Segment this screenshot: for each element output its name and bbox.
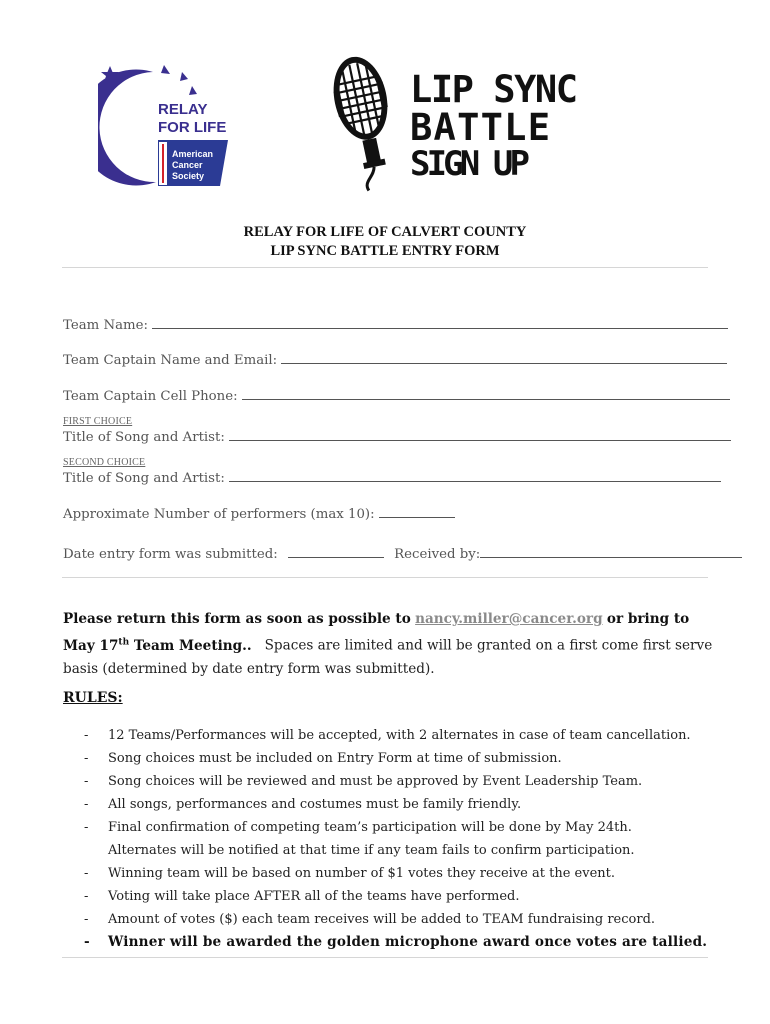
lip-sync-battle-logo [318, 50, 583, 195]
list-item: - Voting will take place AFTER all of the teams have performed. [84, 889, 520, 904]
first-choice-label: FIRST CHOICE [63, 416, 133, 427]
battle-title: BATTLE [410, 106, 550, 149]
team-name-field[interactable] [63, 316, 728, 333]
notice-bold-1: Please return this form as soon as possible to [63, 611, 411, 627]
rules-list [84, 724, 724, 954]
sign-up-title: SIGN UP [410, 144, 530, 184]
song-artist-1-field[interactable] [63, 428, 731, 445]
divider [62, 957, 708, 958]
list-item: Alternates will be notified at that time if any team fails to confirm participation. [108, 843, 635, 858]
second-choice-label: SECOND CHOICE [63, 457, 146, 468]
list-item: - Song choices will be reviewed and must be approved by Event Leadership Team. [84, 774, 643, 789]
acs-text-3: Society [172, 171, 205, 181]
captain-name-email-line[interactable] [281, 351, 727, 364]
captain-cell-field[interactable] [63, 387, 730, 404]
triangle-icon [161, 65, 170, 74]
relay-for-life-logo [98, 62, 238, 192]
list-item: - Amount of votes ($) each team receives will be added to TEAM fundraising record. [84, 912, 656, 927]
list-item: - 12 Teams/Performances will be accepted, with 2 alternates in case of team cancellation. [84, 728, 691, 743]
notice-bold-2: or bring to [606, 611, 690, 627]
song-artist-1-label: Title of Song and Artist: [63, 430, 225, 445]
captain-name-email-label: Team Captain Name and Email: [63, 353, 278, 368]
divider [62, 577, 708, 578]
date-submitted-line[interactable] [288, 545, 384, 558]
list-item: - Winning team will be based on number of $1 votes they receive at the event. [84, 866, 615, 881]
song-artist-2-field[interactable] [63, 469, 721, 486]
divider [62, 267, 708, 268]
title-line-2: LIP SYNC BATTLE ENTRY FORM [270, 243, 500, 259]
performers-label: Approximate Number of performers (max 10): [63, 507, 375, 522]
performers-line[interactable] [379, 505, 455, 518]
captain-cell-line[interactable] [242, 387, 730, 400]
return-notice [63, 608, 713, 681]
crescent-moon-icon [98, 70, 156, 186]
microphone-icon [326, 52, 405, 194]
title-line-1: RELAY FOR LIFE OF CALVERT COUNTY [243, 224, 527, 240]
triangle-icon [189, 86, 197, 95]
acs-text-1: American [172, 149, 214, 159]
received-by-line[interactable] [480, 545, 742, 558]
list-item: - Final confirmation of competing team’s participation will be done by May 24th. [84, 820, 632, 835]
for-life-text: FOR LIFE [158, 119, 227, 136]
performers-field[interactable] [63, 505, 455, 522]
relay-text: RELAY [158, 101, 208, 118]
captain-name-email-field[interactable] [63, 351, 727, 368]
contact-email-link[interactable]: nancy.miller@cancer.org [415, 611, 603, 627]
captain-cell-label: Team Captain Cell Phone: [63, 389, 238, 404]
team-name-line[interactable] [152, 316, 728, 329]
date-submitted-label: Date entry form was submitted: [63, 547, 278, 562]
triangle-icon [180, 72, 188, 81]
list-item: - Winner will be awarded the golden microphone award once votes are tallied. [84, 934, 708, 950]
song-artist-2-label: Title of Song and Artist: [63, 471, 225, 486]
notice-bold-3: May 17th Team Meeting.. [63, 637, 252, 654]
list-item: - Song choices must be included on Entry Form at time of submission. [84, 751, 562, 766]
form-title [62, 223, 708, 261]
rules-heading: RULES: [63, 690, 123, 706]
song-artist-1-line[interactable] [229, 428, 731, 441]
acs-text-2: Cancer [172, 160, 203, 170]
list-item: - All songs, performances and costumes must be family friendly. [84, 797, 522, 812]
submission-row [63, 545, 742, 562]
received-by-label: Received by: [394, 547, 481, 562]
team-name-label: Team Name: [63, 318, 148, 333]
lip-sync-title: LIP SYNC [410, 68, 578, 111]
song-artist-2-line[interactable] [229, 469, 721, 482]
notice-regular: Spaces are limited and will be granted on a first come first serve basis (determined by date entry form was submitted). [63, 637, 713, 677]
